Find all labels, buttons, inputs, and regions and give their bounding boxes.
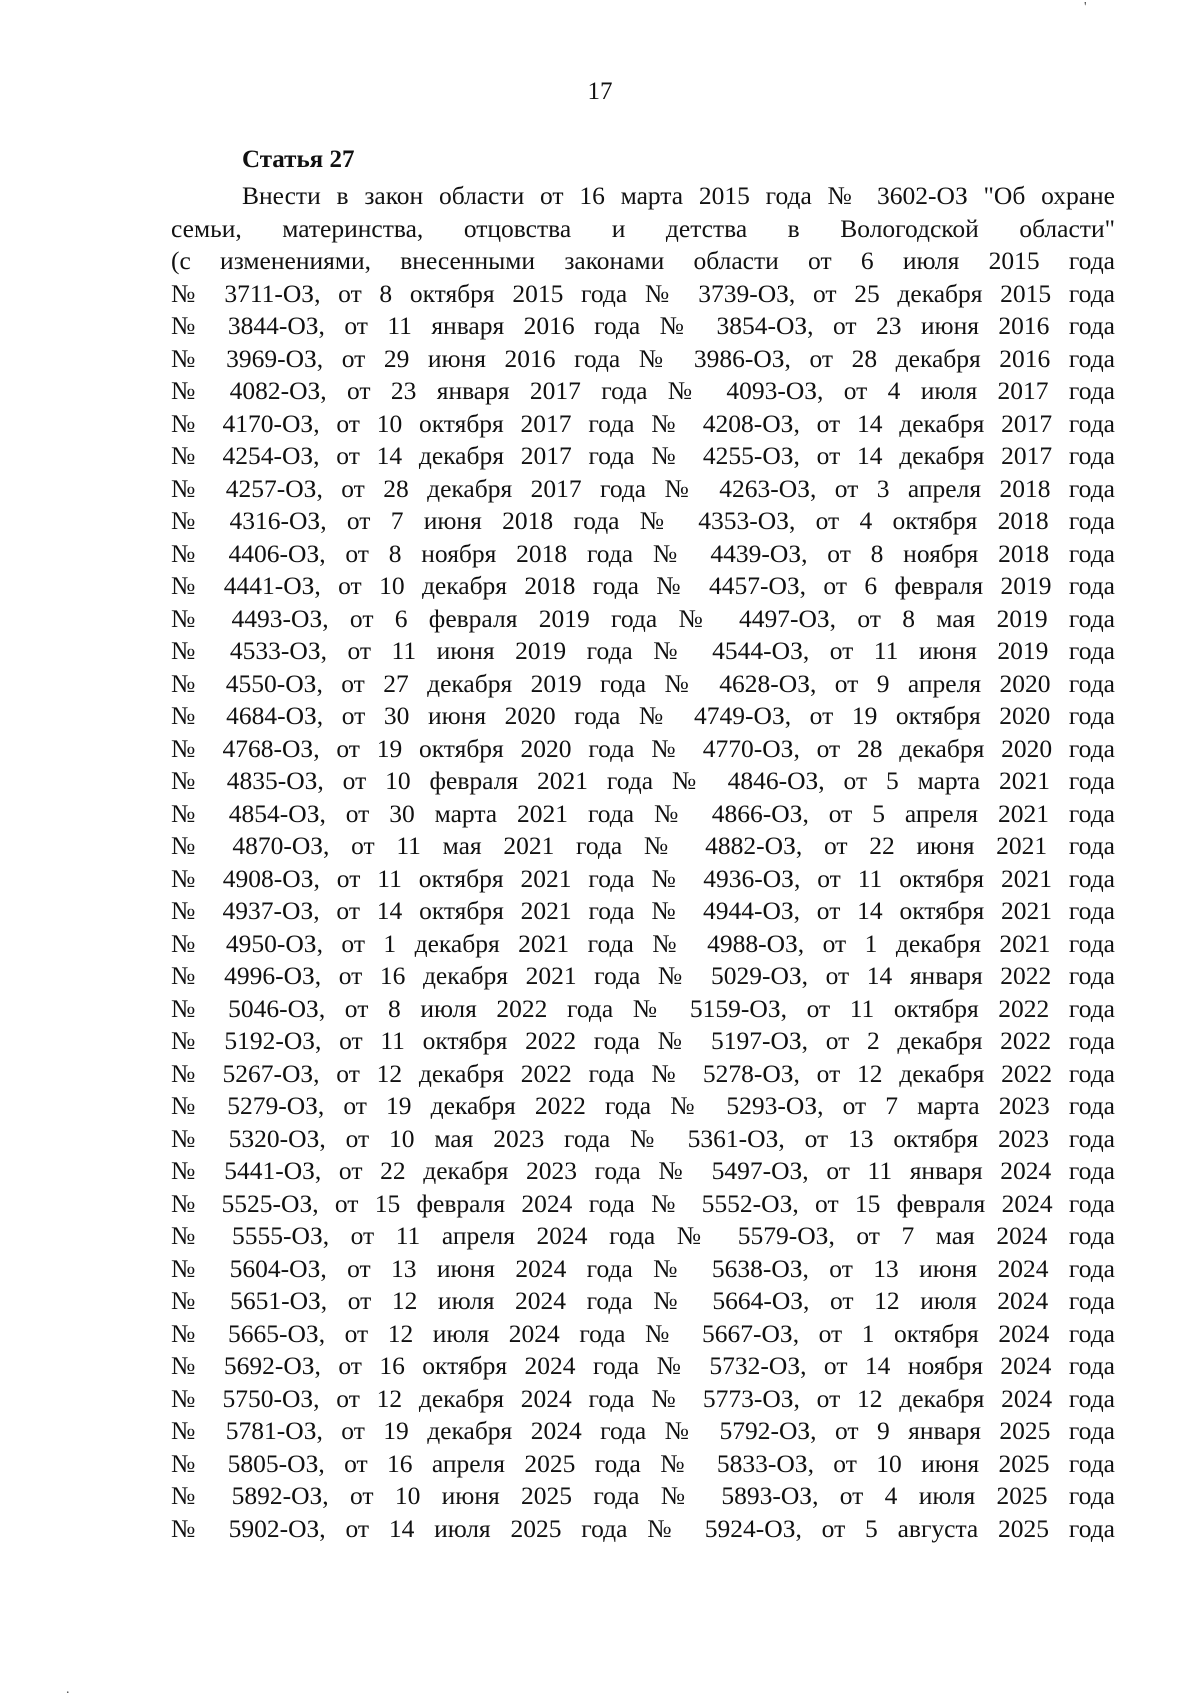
body-line: № 4441-ОЗ, от 10 декабря 2018 года № 4457-ОЗ, от 6 февраля 2019 года: [171, 571, 1115, 600]
article-body: [171, 180, 1115, 1545]
body-line: № 5781-ОЗ, от 19 декабря 2024 года № 5792-ОЗ, от 9 января 2025 года: [171, 1416, 1115, 1445]
body-line: № 5555-ОЗ, от 11 апреля 2024 года № 5579-ОЗ, от 7 мая 2024 года: [171, 1221, 1115, 1250]
body-line: № 4908-ОЗ, от 11 октября 2021 года № 4936-ОЗ, от 11 октября 2021 года: [171, 863, 1115, 893]
body-line: № 5805-ОЗ, от 16 апреля 2025 года № 5833-ОЗ, от 10 июня 2025 года: [171, 1448, 1115, 1478]
body-line: № 5046-ОЗ, от 8 июля 2022 года № 5159-ОЗ, от 11 октября 2022 года: [171, 993, 1115, 1023]
body-line: № 4768-ОЗ, от 19 октября 2020 года № 4770-ОЗ, от 28 декабря 2020 года: [171, 733, 1115, 763]
body-line: (с изменениями, внесенными законами области от 6 июля 2015 года: [171, 246, 1115, 275]
body-line: № 4254-ОЗ, от 14 декабря 2017 года № 4255-ОЗ, от 14 декабря 2017 года: [171, 441, 1115, 470]
body-line: № 5320-ОЗ, от 10 мая 2023 года № 5361-ОЗ, от 13 октября 2023 года: [171, 1123, 1115, 1153]
body-line: № 4550-ОЗ, от 27 декабря 2019 года № 4628-ОЗ, от 9 апреля 2020 года: [171, 668, 1115, 698]
body-line: № 4684-ОЗ, от 30 июня 2020 года № 4749-ОЗ, от 19 октября 2020 года: [171, 701, 1115, 730]
body-line: № 4406-ОЗ, от 8 ноября 2018 года № 4439-ОЗ, от 8 ноября 2018 года: [171, 538, 1115, 568]
body-line: № 5651-ОЗ, от 12 июля 2024 года № 5664-ОЗ, от 12 июля 2024 года: [171, 1286, 1115, 1315]
body-line: № 4854-ОЗ, от 30 марта 2021 года № 4866-ОЗ, от 5 апреля 2021 года: [171, 798, 1115, 828]
body-line: № 5192-ОЗ, от 11 октября 2022 года № 5197-ОЗ, от 2 декабря 2022 года: [171, 1026, 1115, 1055]
body-line: № 4533-ОЗ, от 11 июня 2019 года № 4544-ОЗ, от 11 июня 2019 года: [171, 636, 1115, 665]
body-line: № 4257-ОЗ, от 28 декабря 2017 года № 4263-ОЗ, от 3 апреля 2018 года: [171, 473, 1115, 503]
body-line: № 4950-ОЗ, от 1 декабря 2021 года № 4988-ОЗ, от 1 декабря 2021 года: [171, 928, 1115, 958]
body-line: № 5604-ОЗ, от 13 июня 2024 года № 5638-ОЗ, от 13 июня 2024 года: [171, 1253, 1115, 1283]
body-line: № 5750-ОЗ, от 12 декабря 2024 года № 5773-ОЗ, от 12 декабря 2024 года: [171, 1383, 1115, 1413]
body-line: № 3844-ОЗ, от 11 января 2016 года № 3854-ОЗ, от 23 июня 2016 года: [171, 311, 1115, 340]
body-line: № 5441-ОЗ, от 22 декабря 2023 года № 5497-ОЗ, от 11 января 2024 года: [171, 1156, 1115, 1185]
body-line: № 5902-ОЗ, от 14 июля 2025 года № 5924-ОЗ, от 5 августа 2025 года: [171, 1513, 1115, 1543]
body-line: № 4082-ОЗ, от 23 января 2017 года № 4093-ОЗ, от 4 июля 2017 года: [171, 376, 1115, 405]
body-line: № 5267-ОЗ, от 12 декабря 2022 года № 5278-ОЗ, от 12 декабря 2022 года: [171, 1058, 1115, 1088]
body-line: № 5892-ОЗ, от 10 июня 2025 года № 5893-ОЗ, от 4 июля 2025 года: [171, 1481, 1115, 1510]
body-line: № 4870-ОЗ, от 11 мая 2021 года № 4882-ОЗ, от 22 июня 2021 года: [171, 831, 1115, 860]
body-line: № 5665-ОЗ, от 12 июля 2024 года № 5667-ОЗ, от 1 октября 2024 года: [171, 1318, 1115, 1348]
body-line: Внести в закон области от 16 марта 2015 года № 3602-ОЗ "Об охране: [242, 181, 1115, 210]
body-line: № 4316-ОЗ, от 7 июня 2018 года № 4353-ОЗ, от 4 октября 2018 года: [171, 506, 1115, 535]
scan-mark-bottom: .: [66, 1682, 70, 1697]
article-title: Статья 27: [242, 146, 355, 173]
body-line: № 3711-ОЗ, от 8 октября 2015 года № 3739-ОЗ, от 25 декабря 2015 года: [171, 278, 1115, 308]
scan-mark-top: ': [1084, 0, 1087, 15]
body-line: № 3969-ОЗ, от 29 июня 2016 года № 3986-ОЗ, от 28 декабря 2016 года: [171, 343, 1115, 373]
body-line: № 4493-ОЗ, от 6 февраля 2019 года № 4497-ОЗ, от 8 мая 2019 года: [171, 603, 1115, 633]
body-line: № 4170-ОЗ, от 10 октября 2017 года № 4208-ОЗ, от 14 декабря 2017 года: [171, 408, 1115, 438]
body-line: семьи, материнства, отцовства и детства в Вологодской области": [171, 213, 1115, 243]
page-number: 17: [587, 78, 613, 105]
body-line: № 4996-ОЗ, от 16 декабря 2021 года № 5029-ОЗ, от 14 января 2022 года: [171, 961, 1115, 990]
body-line: № 5279-ОЗ, от 19 декабря 2022 года № 5293-ОЗ, от 7 марта 2023 года: [171, 1091, 1115, 1120]
body-line: № 4937-ОЗ, от 14 октября 2021 года № 4944-ОЗ, от 14 октября 2021 года: [171, 896, 1115, 925]
body-line: № 5525-ОЗ, от 15 февраля 2024 года № 5552-ОЗ, от 15 февраля 2024 года: [171, 1188, 1115, 1218]
body-line: № 4835-ОЗ, от 10 февраля 2021 года № 4846-ОЗ, от 5 марта 2021 года: [171, 766, 1115, 795]
body-line: № 5692-ОЗ, от 16 октября 2024 года № 5732-ОЗ, от 14 ноября 2024 года: [171, 1351, 1115, 1380]
